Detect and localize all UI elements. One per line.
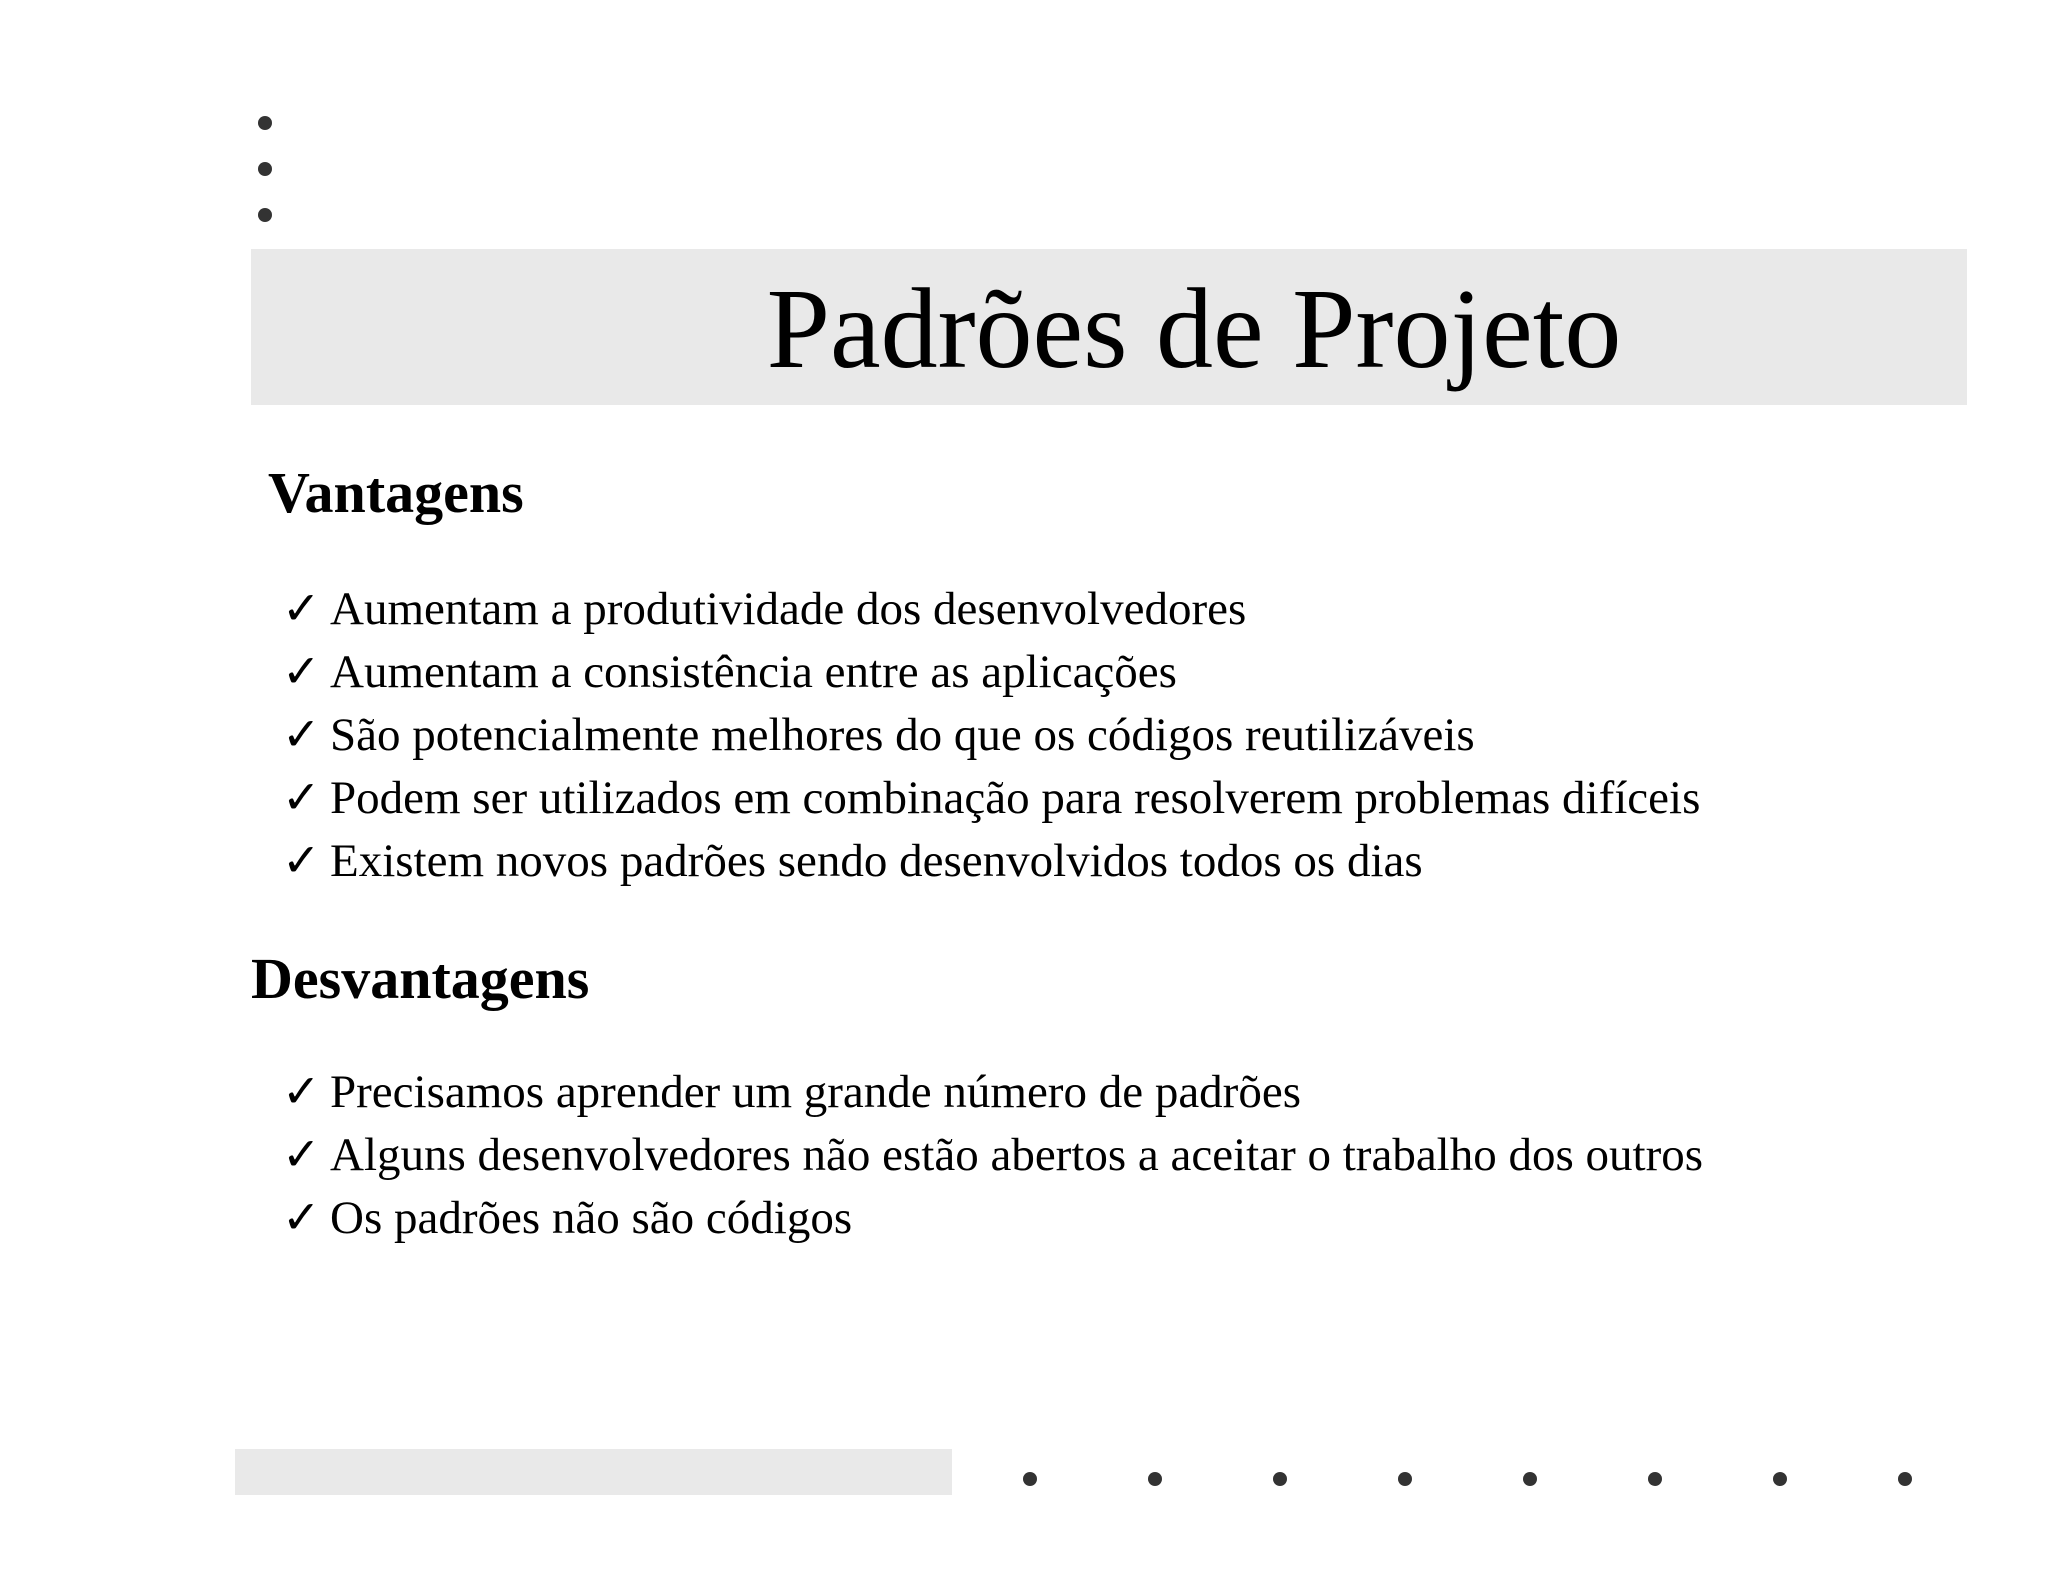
list-item [282,1123,1703,1186]
list-item [282,1060,1703,1123]
list-item [282,766,1700,829]
vantagens-list [282,577,1700,892]
decor-dot [1023,1472,1037,1486]
title-bar [251,249,1967,405]
section-heading-desvantagens: Desvantagens [251,946,590,1011]
decor-dot [258,162,272,176]
list-item-text: Aumentam a produtividade dos desenvolvedores [330,583,1247,635]
decor-dot [1273,1472,1287,1486]
checkmark-icon: ✓ [282,770,321,824]
decor-dot [1398,1472,1412,1486]
desvantagens-list [282,1060,1703,1249]
section-heading-vantagens: Vantagens [268,460,524,525]
list-item [282,577,1700,640]
list-item-text: Podem ser utilizados em combinação para resolverem problemas difíceis [330,772,1701,824]
checkmark-icon: ✓ [282,581,321,635]
list-item [282,1186,1703,1249]
list-item [282,703,1700,766]
decor-dot [1773,1472,1787,1486]
decor-dot [1898,1472,1912,1486]
list-item-text: Alguns desenvolvedores não estão abertos a aceitar o trabalho dos outros [330,1129,1704,1181]
checkmark-icon: ✓ [282,644,321,698]
decor-dot [1523,1472,1537,1486]
list-item [282,640,1700,703]
list-item-text: Precisamos aprender um grande número de padrões [330,1066,1301,1118]
list-item-text: Os padrões não são códigos [330,1192,853,1244]
checkmark-icon: ✓ [282,833,321,887]
decor-dot [258,116,272,130]
checkmark-icon: ✓ [282,1064,321,1118]
decor-dot [1648,1472,1662,1486]
list-item-text: Aumentam a consistência entre as aplicações [330,646,1177,698]
footer-bar [235,1449,952,1495]
list-item [282,829,1700,892]
slide-title: Padrões de Projeto [766,265,1622,392]
checkmark-icon: ✓ [282,1127,321,1181]
list-item-text: Existem novos padrões sendo desenvolvidos todos os dias [330,835,1423,887]
checkmark-icon: ✓ [282,707,321,761]
checkmark-icon: ✓ [282,1190,321,1244]
decor-dot [258,208,272,222]
list-item-text: São potencialmente melhores do que os códigos reutilizáveis [330,709,1475,761]
decor-dot [1148,1472,1162,1486]
